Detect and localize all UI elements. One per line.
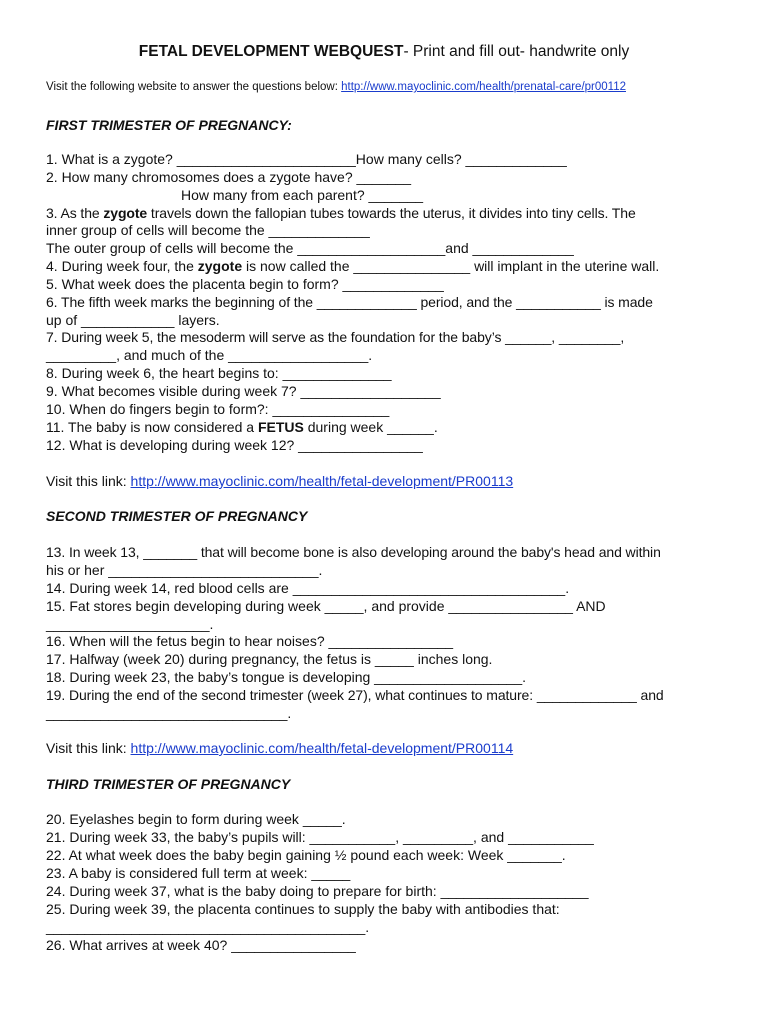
question-25: 25. During week 39, the placenta continues to supply the baby with antibodies that:	[46, 901, 560, 917]
question-12: 12. What is developing during week 12? ________________	[46, 437, 423, 453]
question-15: 15. Fat stores begin developing during week _____, and provide ________________ AND	[46, 598, 606, 614]
q4-post: is now called the _______________ will implant in the uterine wall.	[242, 258, 660, 274]
question-8: 8. During week 6, the heart begins to: ______________	[46, 365, 392, 381]
question-16: 16. When will the fetus begin to hear noises? ________________	[46, 633, 454, 649]
question-4	[46, 258, 659, 276]
question-13: 13. In week 13, _______ that will become bone is also developing around the baby's head and within	[46, 544, 661, 560]
intro-link[interactable]: http://www.mayoclinic.com/health/prenatal-care/pr00112	[341, 81, 626, 93]
question-13-line-2: his or her ___________________________.	[46, 562, 323, 578]
question-7: 7. During week 5, the mesoderm will serve as the foundation for the baby’s ______, ________,	[46, 329, 625, 345]
q11-bold: FETUS	[257, 419, 304, 435]
intro-text: Visit the following website to answer the questions below:	[46, 81, 342, 93]
first-trimester-heading: FIRST TRIMESTER OF PREGNANCY:	[46, 117, 292, 133]
q4-pre: 4. During week four, the	[46, 258, 198, 274]
question-14: 14. During week 14, red blood cells are ___________________________________.	[46, 580, 570, 596]
question-7-line-2: _________, and much of the __________________.	[46, 347, 373, 363]
question-6-line-2: up of ____________ layers.	[46, 312, 220, 328]
question-19: 19. During the end of the second trimester (week 27), what continues to mature: _____________ and	[46, 687, 664, 703]
q3-bold: zygote	[103, 205, 148, 221]
visit-link-2	[46, 740, 513, 756]
question-24: 24. During week 37, what is the baby doing to prepare for birth: ___________________	[46, 883, 589, 899]
q11-pre: 11. The baby is now considered a	[46, 419, 258, 435]
question-21: 21. During week 33, the baby’s pupils will: ___________, _________, and ___________	[46, 829, 594, 845]
question-10: 10. When do fingers begin to form?: _______________	[46, 401, 390, 417]
question-1: 1. What is a zygote? _______________________How many cells? _____________	[46, 151, 567, 167]
fetal-dev-link-1[interactable]: http://www.mayoclinic.com/health/fetal-development/PR00113	[130, 473, 514, 489]
question-3	[46, 205, 636, 223]
question-2-parent-text: How many from each parent? _______	[181, 187, 424, 203]
page-title	[0, 43, 768, 61]
q3-post: travels down the fallopian tubes towards the uterus, it divides into tiny cells. The	[147, 205, 636, 221]
visit-link-1	[46, 473, 513, 489]
third-trimester-heading: THIRD TRIMESTER OF PREGNANCY	[46, 776, 291, 792]
second-trimester-heading: SECOND TRIMESTER OF PREGNANCY	[46, 508, 308, 524]
q3-pre: 3. As the	[46, 205, 104, 221]
question-9: 9. What becomes visible during week 7? __________________	[46, 383, 441, 399]
question-15-line-2: _____________________.	[46, 616, 214, 632]
question-6: 6. The fifth week marks the beginning of the _____________ period, and the ___________ is made	[46, 294, 653, 310]
question-20: 20. Eyelashes begin to form during week _____.	[46, 811, 346, 827]
q11-post: during week ______.	[303, 419, 438, 435]
question-25-line-2: _________________________________________.	[46, 919, 370, 935]
question-22: 22. At what week does the baby begin gaining ½ pound each week: Week _______.	[46, 847, 566, 863]
question-19-line-2: _______________________________.	[46, 705, 292, 721]
visit-label-1: Visit this link:	[46, 473, 131, 489]
question-17: 17. Halfway (week 20) during pregnancy, the fetus is _____ inches long.	[46, 651, 493, 667]
question-23: 23. A baby is considered full term at week: _____	[46, 865, 351, 881]
question-2-parent	[46, 187, 423, 205]
title-rest: - Print and fill out- handwrite only	[403, 43, 630, 60]
question-18: 18. During week 23, the baby’s tongue is developing ___________________.	[46, 669, 527, 685]
visit-label-2: Visit this link:	[46, 740, 131, 756]
intro-line	[46, 81, 626, 93]
question-3-line-3: The outer group of cells will become the ___________________and _____________	[46, 240, 574, 256]
question-26: 26. What arrives at week 40? ________________	[46, 937, 356, 953]
question-5: 5. What week does the placenta begin to form? _____________	[46, 276, 444, 292]
fetal-dev-link-2[interactable]: http://www.mayoclinic.com/health/fetal-development/PR00114	[130, 740, 514, 756]
question-11	[46, 419, 438, 437]
question-2: 2. How many chromosomes does a zygote have? _______	[46, 169, 411, 185]
q4-bold: zygote	[197, 258, 243, 274]
question-3-line-2: inner group of cells will become the _____________	[46, 222, 370, 238]
title-bold: FETAL DEVELOPMENT WEBQUEST	[138, 43, 404, 60]
